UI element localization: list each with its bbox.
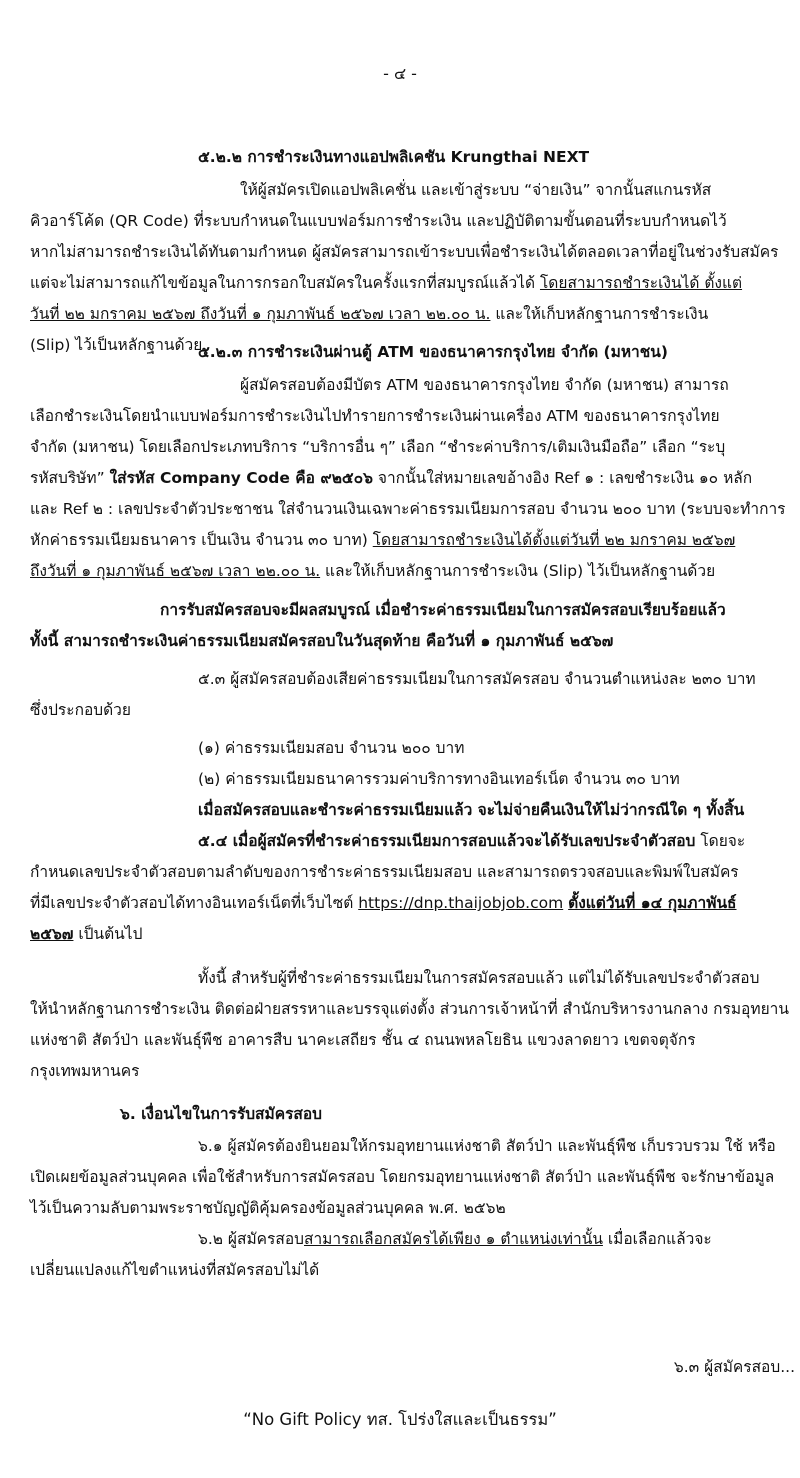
bold-statement: เมื่อสมัครสอบและชำระค่าธรรมเนียมแล้ว จะไม่จ่ายคืนเงินให้ไม่ว่ากรณีใด ๆ ทั้งสิ้น (198, 801, 745, 819)
list-item: (๑) ค่าธรรมเนียมสอบ จำนวน ๒๐๐ บาท (198, 739, 465, 757)
bold-underlined-text: ตั้งแต่วันที่ ๑๔ กุมภาพันธ์ (568, 894, 737, 912)
text-run: โดยจะ (695, 832, 746, 850)
paragraph-line: ผู้สมัครสอบต้องมีบัตร ATM ของธนาคารกรุงไทย จำกัด (มหาชน) สามารถ (240, 376, 729, 394)
paragraph-line (30, 304, 796, 324)
text-run: จากนั้นใส่หมายเลขอ้างอิง Ref ๑ : เลขชำระเงิน ๑๐ หลัก (372, 469, 753, 487)
underlined-text: วันที่ ๒๒ มกราคม ๒๕๖๗ ถึงวันที่ ๑ กุมภาพันธ์ ๒๕๖๗ เวลา ๒๒.๐๐ น. (30, 305, 491, 323)
paragraph-line (30, 924, 796, 944)
paragraph-line: คิวอาร์โค้ด (QR Code) ที่ระบบกำหนดในแบบฟอร์มการชำระเงิน และปฏิบัติตามขั้นตอนที่ระบบกำหนดไว้ (30, 212, 727, 230)
paragraph-line: และ Ref ๒ : เลขประจำตัวประชาชน ใส่จำนวนเงินเฉพาะค่าธรรมเนียมการสอบ จำนวน ๒๐๐ บาท (ระบบจะทำการ (30, 500, 786, 518)
page-number: - ๔ - (383, 64, 417, 83)
text-run: แต่จะไม่สามารถแก้ไขข้อมูลในการกรอกใบสมัครในครั้งแรกที่สมบูรณ์แล้วได้ (30, 274, 540, 292)
bold-underlined-text: ๒๕๖๗ (30, 925, 74, 943)
text-run: หักค่าธรรมเนียมธนาคาร เป็นเงิน จำนวน ๓๐ บาท) (30, 531, 373, 549)
bold-text: ๕.๔ เมื่อผู้สมัครที่ชำระค่าธรรมเนียมการสอบแล้วจะได้รับเลขประจำตัวสอบ (198, 832, 696, 850)
section-5-2-3-heading: ๕.๒.๓ การชำระเงินผ่านตู้ ATM ของธนาคารกรุงไทย จำกัด (มหาชน) (198, 343, 668, 361)
text-run: เป็นต้นไป (73, 925, 143, 943)
paragraph-line: ๕.๓ ผู้สมัครสอบต้องเสียค่าธรรมเนียมในการสมัครสอบ จำนวนตำแหน่งละ ๒๓๐ บาท (198, 670, 756, 688)
paragraph-line (198, 831, 796, 851)
paragraph-line: (Slip) ไว้เป็นหลักฐานด้วย (30, 336, 203, 354)
paragraph-line (30, 273, 796, 293)
paragraph-line: เปลี่ยนแปลงแก้ไขตำแหน่งที่สมัครสอบไม่ได้ (30, 1261, 320, 1279)
bold-text: ใส่รหัส Company Code คือ ๙๒๕๐๖ (109, 469, 373, 487)
paragraph-line: หากไม่สามารถชำระเงินได้ทันตามกำหนด ผู้สมัครสามารถเข้าระบบเพื่อชำระเงินได้ตลอดเวลาที่อยู่ในช่วงรับสมัคร (30, 243, 779, 261)
list-item: (๒) ค่าธรรมเนียมธนาคารรวมค่าบริการทางอินเทอร์เน็ต จำนวน ๓๐ บาท (198, 770, 680, 788)
paragraph-line (30, 893, 796, 913)
continued-marker: ๖.๓ ผู้สมัครสอบ... (673, 1358, 795, 1376)
paragraph-line: เลือกชำระเงินโดยนำแบบฟอร์มการชำระเงินไปทำรายการชำระเงินผ่านเครื่อง ATM ของธนาคารกรุงไทย (30, 407, 720, 425)
paragraph-line (30, 468, 796, 488)
paragraph-line: ทั้งนี้ สำหรับผู้ที่ชำระค่าธรรมเนียมในการสมัครสอบแล้ว แต่ไม่ได้รับเลขประจำตัวสอบ (198, 969, 760, 987)
paragraph-line: แห่งชาติ สัตว์ป่า และพันธุ์พืช อาคารสืบ นาคะเสถียร ชั้น ๔ ถนนพหลโยธิน แขวงลาดยาว เขตจตุจักร (30, 1031, 696, 1049)
section-6-heading: ๖. เงื่อนไขในการรับสมัครสอบ (120, 1105, 323, 1123)
paragraph-line (198, 1229, 796, 1249)
text-run: และให้เก็บหลักฐานการชำระเงิน (490, 305, 709, 323)
website-link[interactable]: https://dnp.thaijobjob.com (358, 894, 564, 912)
text-run: และให้เก็บหลักฐานการชำระเงิน (Slip) ไว้เป็นหลักฐานด้วย (320, 562, 716, 580)
paragraph-line: ให้ผู้สมัครเปิดแอปพลิเคชั่น และเข้าสู่ระบบ “จ่ายเงิน” จากนั้นสแกนรหัส (240, 181, 712, 199)
paragraph-line: ๖.๑ ผู้สมัครต้องยินยอมให้กรมอุทยานแห่งชาติ สัตว์ป่า และพันธุ์พืช เก็บรวบรวม ใช้ หรือ (198, 1137, 776, 1155)
paragraph-line: ให้นำหลักฐานการชำระเงิน ติดต่อฝ่ายสรรหาและบรรจุแต่งตั้ง ส่วนการเจ้าหน้าที่ สำนักบริหารงานกลาง กรมอุทยาน (30, 1000, 789, 1018)
paragraph-line: กรุงเทพมหานคร (30, 1062, 140, 1080)
text-run: รหัสบริษัท” (30, 469, 110, 487)
underlined-text: สามารถเลือกสมัครได้เพียง ๑ ตำแหน่งเท่านั้น (303, 1230, 603, 1248)
section-5-2-2-heading: ๕.๒.๒ การชำระเงินทางแอปพลิเคชัน Krungthai NEXT (198, 148, 590, 166)
paragraph-line: เปิดเผยข้อมูลส่วนบุคคล เพื่อใช้สำหรับการสมัครสอบ โดยกรมอุทยานแห่งชาติ สัตว์ป่า และพันธุ์พืช จะรักษาข้อมูล (30, 1168, 775, 1186)
paragraph-line (30, 561, 796, 581)
paragraph-line: ไว้เป็นความลับตามพระราชบัญญัติคุ้มครองข้อมูลส่วนบุคคล พ.ศ. ๒๕๖๒ (30, 1199, 506, 1217)
text-run: ที่มีเลขประจำตัวสอบได้ทางอินเทอร์เน็ตที่เว็บไซต์ (30, 894, 359, 912)
paragraph-line: กำหนดเลขประจำตัวสอบตามลำดับของการชำระค่าธรรมเนียมสอบ และสามารถตรวจสอบและพิมพ์ใบสมัคร (30, 863, 739, 881)
underlined-text: โดยสามารถชำระเงินได้ตั้งแต่วันที่ ๒๒ มกราคม ๒๕๖๗ (372, 531, 736, 549)
paragraph-line (30, 530, 796, 550)
footer-slogan: “No Gift Policy ทส. โปร่งใสและเป็นธรรม” (243, 1410, 557, 1429)
notice-line: การรับสมัครสอบจะมีผลสมบูรณ์ เมื่อชำระค่าธรรมเนียมในการสมัครสอบเรียบร้อยแล้ว (160, 601, 726, 619)
underlined-text: ถึงวันที่ ๑ กุมภาพันธ์ ๒๕๖๗ เวลา ๒๒.๐๐ น. (30, 562, 321, 580)
text-run: ๖.๒ ผู้สมัครสอบ (198, 1230, 304, 1248)
text-run: เมื่อเลือกแล้วจะ (602, 1230, 712, 1248)
notice-line: ทั้งนี้ สามารถชำระเงินค่าธรรมเนียมสมัครสอบในวันสุดท้าย คือวันที่ ๑ กุมภาพันธ์ ๒๕๖๗ (30, 632, 614, 650)
paragraph-line: ซึ่งประกอบด้วย (30, 701, 131, 719)
paragraph-line: จำกัด (มหาชน) โดยเลือกประเภทบริการ “บริการอื่น ๆ” เลือก “ชำระค่าบริการ/เติมเงินมือถือ” เลือก “ระบุ (30, 438, 726, 456)
underlined-text: โดยสามารถชำระเงินได้ ตั้งแต่ (539, 274, 743, 292)
